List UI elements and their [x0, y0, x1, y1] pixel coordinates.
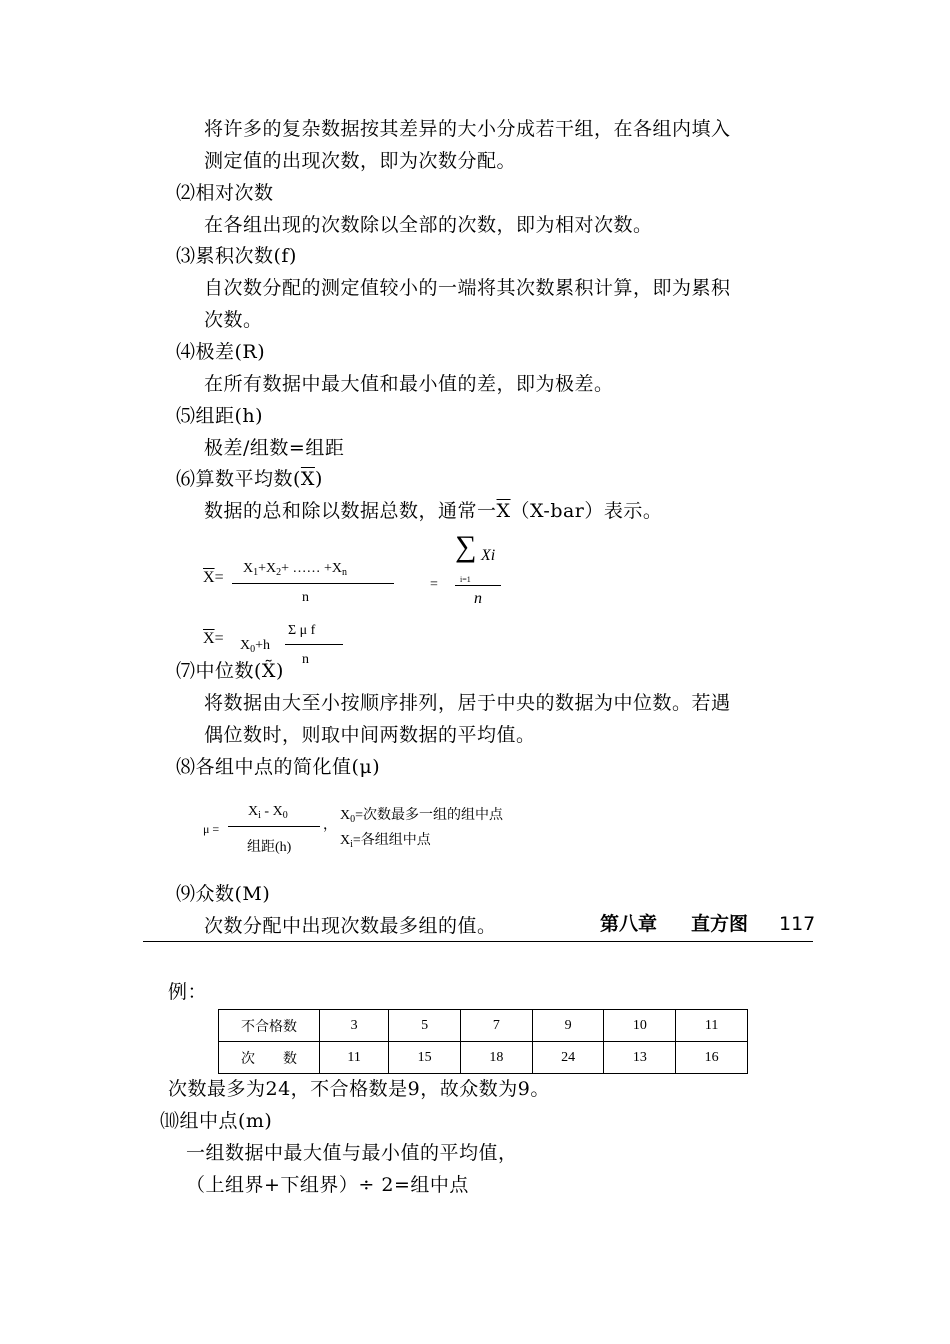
var: X [248, 804, 259, 819]
paragraph-line [204, 499, 662, 523]
var: - X [260, 804, 283, 819]
subscript: 0 [350, 814, 356, 825]
equals-sign: = [214, 630, 224, 647]
section-heading: ⑶累积次数(f) [176, 245, 297, 267]
heading-text: ⑹算数平均数( [176, 468, 301, 490]
formula-mu-lhs: μ = [203, 822, 220, 836]
paragraph-line: 极差/组数=组距 [204, 437, 345, 459]
chapter-label: 第八章 [600, 913, 658, 935]
table-cell: 3 [320, 1010, 389, 1042]
section-heading: ⑽组中点(m) [160, 1110, 273, 1132]
formula-note [340, 808, 503, 828]
section-heading: ⑸组距(h) [176, 405, 264, 427]
subscript: 0 [282, 810, 288, 821]
example-label: 例： [168, 981, 208, 1003]
var: X [243, 561, 254, 576]
fraction-bar [455, 585, 501, 586]
table-cell: 24 [532, 1042, 604, 1074]
equals-sign: = [430, 577, 438, 592]
formula-mu-numerator [248, 804, 288, 824]
subscript: 0 [250, 644, 256, 655]
paragraph-line: 一组数据中最大值与最小值的平均值， [186, 1142, 518, 1164]
fraction-bar [228, 826, 320, 827]
section-heading [176, 467, 323, 491]
table-row [219, 1042, 748, 1074]
equals-sign: = [214, 569, 224, 586]
x-bar-symbol: $\overline{X}$ [300, 468, 315, 490]
formula-note [340, 833, 431, 853]
chapter-title: 直方图 [691, 913, 749, 935]
table-cell: 10 [604, 1010, 676, 1042]
fraction-bar [232, 583, 394, 584]
paragraph-line: 自次数分配的测定值较小的一端将其次数累积计算，即为累积 [204, 277, 731, 299]
table-cell: 15 [389, 1042, 461, 1074]
table-row [219, 1010, 748, 1042]
section-heading: ⑻各组中点的简化值(μ) [176, 756, 381, 778]
paragraph-line: （上组界+下组界）÷ 2=组中点 [186, 1174, 469, 1196]
var: + …… +X [281, 561, 343, 576]
x-bar-symbol: $\overline{X}$ [203, 630, 215, 647]
x-bar-symbol: $\overline{X}$ [496, 500, 511, 522]
var: X [240, 638, 251, 653]
comma: ， [323, 818, 337, 833]
paragraph-line: 将许多的复杂数据按其差异的大小分成若干组，在各组内填入 [204, 118, 731, 140]
paragraph-text: 数据的总和除以数据总数，通常一 [204, 500, 497, 522]
table-cell: 18 [461, 1042, 533, 1074]
page-number: 117 [779, 913, 816, 935]
section-heading: ⑺中位数(X̃) [176, 660, 284, 682]
formula-mu-denominator: 组距(h) [247, 840, 292, 855]
section-heading: ⑷极差(R) [176, 341, 266, 363]
note-text: =各组组中点 [352, 833, 431, 848]
paragraph-line: 测定值的出现次数，即为次数分配。 [204, 150, 517, 172]
table-cell: 16 [676, 1042, 748, 1074]
x-bar-symbol: $\overline{X}$ [203, 569, 215, 586]
note-text: =次数最多一组的组中点 [355, 808, 504, 823]
page-divider [143, 941, 813, 942]
table-cell: 11 [320, 1042, 389, 1074]
table-row-header: 次 数 [219, 1042, 320, 1074]
paragraph-line: 将数据由大至小按顺序排列，居于中央的数据为中位数。若遇 [204, 692, 731, 714]
sigma-lower-bound: i=1 [460, 575, 471, 584]
formula-mean-lhs [203, 570, 224, 586]
table-cell: 7 [461, 1010, 533, 1042]
section-heading: ⑼众数(M) [176, 883, 271, 905]
formula-grouped-denominator: n [302, 652, 309, 667]
table-cell: 13 [604, 1042, 676, 1074]
formula-mean-numerator [243, 561, 347, 581]
table-row-header: 不合格数 [219, 1010, 320, 1042]
fraction-bar [285, 644, 343, 645]
subscript: n [342, 567, 348, 578]
formula-mean-denominator: n [302, 590, 309, 605]
subscript: i [350, 839, 353, 850]
var: +h [255, 638, 271, 653]
frequency-table [218, 1009, 748, 1074]
table-cell: 5 [389, 1010, 461, 1042]
subscript: i [258, 810, 261, 821]
sigma-symbol: ∑ [455, 530, 477, 563]
var: +X [258, 561, 277, 576]
formula-mean-denominator: n [474, 590, 482, 607]
paragraph-line: 在所有数据中最大值和最小值的差，即为极差。 [204, 373, 614, 395]
heading-text: ) [314, 468, 323, 490]
paragraph-line: 偶位数时，则取中间两数据的平均值。 [204, 724, 536, 746]
paragraph-text: （X-bar）表示。 [510, 500, 663, 522]
formula-grouped-base [240, 638, 270, 658]
var: X [340, 833, 351, 848]
paragraph-line: 在各组出现的次数除以全部的次数，即为相对次数。 [204, 214, 653, 236]
var: X [340, 808, 351, 823]
table-cell: 11 [676, 1010, 748, 1042]
sigma-variable: Xi [481, 547, 496, 564]
formula-grouped-numerator: Σ μ f [288, 623, 316, 638]
formula-grouped-lhs [203, 631, 224, 647]
paragraph-line: 次数。 [204, 309, 263, 331]
paragraph-line: 次数分配中出现次数最多组的值。 [204, 915, 497, 937]
paragraph-line: 次数最多为24，不合格数是9，故众数为9。 [168, 1078, 550, 1100]
section-heading: ⑵相对次数 [176, 182, 274, 204]
subscript: 1 [253, 567, 259, 578]
subscript: 2 [276, 567, 282, 578]
table-cell: 9 [532, 1010, 604, 1042]
